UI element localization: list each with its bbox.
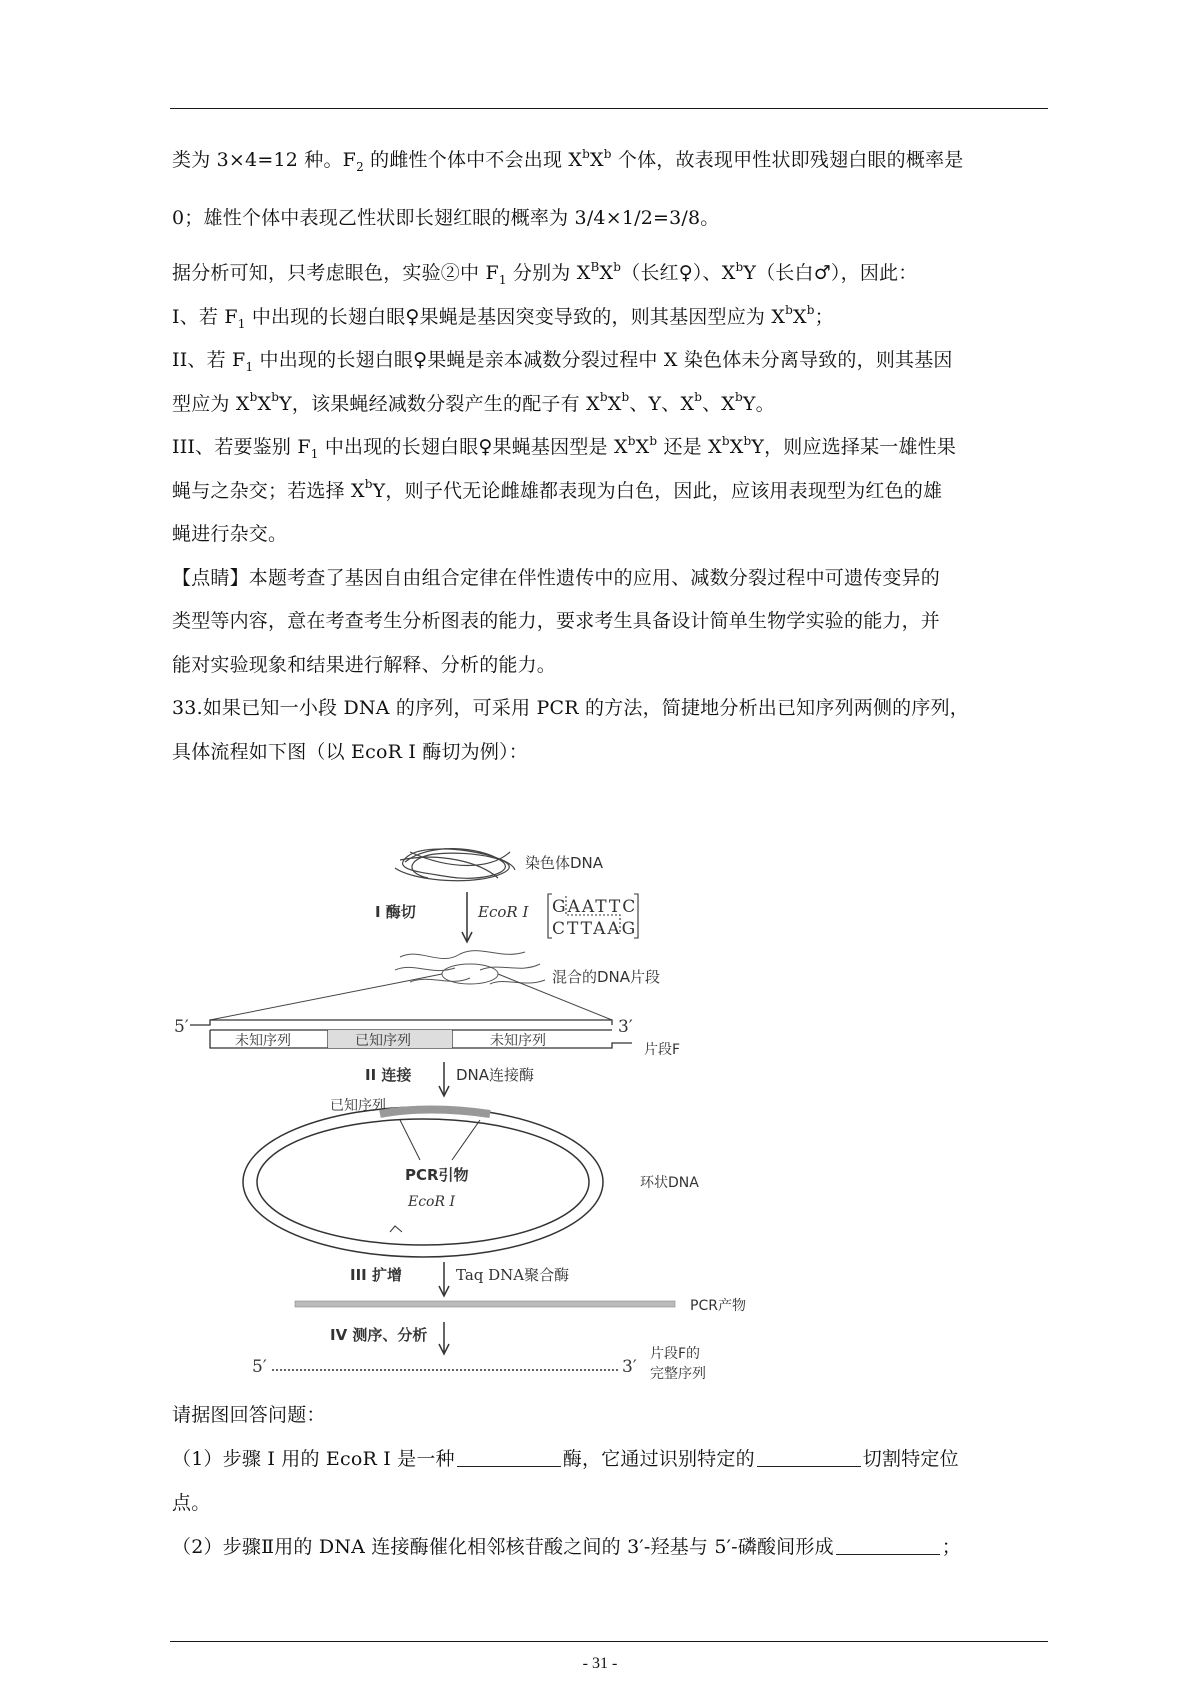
text-line-10: 【点睛】本题考查了基因自由组合定律在伴性遗传中的应用、减数分裂过程中可遗传变异的 (172, 566, 941, 589)
fragment-f-label: 片段F (644, 1042, 681, 1058)
unknown-seq-left: 未知序列 (235, 1033, 291, 1049)
pcr-product-bar (295, 1301, 675, 1307)
site-bottom-strand: CTTAAG (552, 919, 638, 939)
step3-label: III 扩增 (350, 1266, 402, 1284)
question-33-line-1: 33.如果已知一小段 DNA 的序列，可采用 PCR 的方法，简捷地分析出已知序列两侧的序列， (172, 697, 969, 719)
answer-blank-2[interactable] (757, 1448, 861, 1467)
final-label-line2: 完整序列 (650, 1366, 706, 1382)
text-line-7: III、若要鉴别 $F_1$ 中出现的长翅白眼♀果蝇基因型是 $X^bX^b$ 还是 $X^bX^bY$，则应选择某一雄性果 (172, 433, 957, 461)
step4-label: IV 测序、分析 (330, 1326, 428, 1344)
circular-dna-label: 环状DNA (640, 1175, 699, 1191)
mixed-fragments-label: 混合的DNA片段 (552, 968, 661, 986)
chromosome-dna-label: 染色体DNA (525, 854, 604, 872)
answer-blank-3[interactable] (836, 1536, 940, 1555)
text-line-3: 据分析可知，只考虑眼色，实验②中 $F_1$ 分别为 $X^BX^b$（长红♀）、$X^bY$（长白♂），因此： (172, 259, 918, 287)
footer-rule (170, 1641, 1048, 1642)
text-line-11: 类型等内容，意在考查考生分析图表的能力，要求考生具备设计简单生物学实验的能力，并 (172, 610, 941, 632)
final-three-prime: 3′ (622, 1357, 637, 1377)
expansion-line-left (210, 974, 442, 1020)
final-label-line1: 片段F的 (650, 1346, 701, 1362)
question-33-part-1-cont: 点。 (172, 1492, 211, 1514)
text-line-4: I、若 $F_1$ 中出现的长翅白眼♀果蝇是基因突变导致的，则其基因型应为 $X^bX^b$； (172, 303, 834, 331)
text-line-12: 能对实验现象和结果进行解释、分析的能力。 (172, 653, 557, 676)
pcr-primer-label: PCR引物 (405, 1166, 469, 1184)
primer-pointer-left (400, 1120, 420, 1160)
final-five-prime: 5′ (252, 1357, 267, 1377)
ligase-label: DNA连接酶 (456, 1066, 535, 1084)
chromosome-dna-tangle (395, 849, 515, 881)
answer-text-block-1 (172, 138, 1048, 183)
ecori-enzyme-label: EcoR I (478, 903, 529, 921)
text-line-6: 型应为 $X^bX^bY$，该果蝇经减数分裂产生的配子有 $X^bX^b$、Y、$X^b$、$X^bY$。 (172, 390, 775, 415)
text-line-2: 0；雄性个体中表现乙性状即长翅红眼的概率为 3/4×1/2=3/8。 (172, 207, 720, 229)
question-33-part-2: （2）步骤Ⅱ用的 DNA 连接酶催化相邻核苷酸之间的 3′-羟基与 5′-磷酸间形成 ； (172, 1536, 961, 1558)
circle-known-seq-label: 已知序列 (330, 1098, 386, 1114)
circle-known-seq-segment (380, 1110, 490, 1115)
taq-polymerase-label: Taq DNA聚合酶 (456, 1266, 570, 1284)
answer-blank-1[interactable] (457, 1448, 561, 1467)
fragment-three-prime: 3′ (618, 1017, 633, 1037)
header-rule (170, 108, 1048, 109)
fragment-five-prime: 5′ (174, 1017, 189, 1037)
step1-label: I 酶切 (375, 903, 416, 921)
text-line-1: 类为 3×4=12 种。$F_2$ 的雌性个体中不会出现 $X^bX^b$ 个体，故表现甲性状即残翅白眼的概率是 (172, 146, 964, 174)
pcr-flow-diagram (174, 842, 800, 1382)
text-line-9: 蝇进行杂交。 (172, 523, 288, 545)
text-line-5: II、若 $F_1$ 中出现的长翅白眼♀果蝇是亲本减数分裂过程中 X 染色体未分离导致的，则其基因 (172, 349, 953, 374)
answer-text-block-3 (172, 252, 1048, 774)
site-top-strand: GAATTC (552, 897, 638, 917)
primer-pointer-right (452, 1120, 480, 1160)
ecori-junction-mark (390, 1226, 402, 1232)
unknown-seq-right: 未知序列 (490, 1033, 546, 1049)
pcr-product-label: PCR产物 (690, 1298, 746, 1314)
answer-text-block-2 (172, 196, 1048, 241)
question-33-prompt-block (172, 1393, 1048, 1569)
text-line-8: 蝇与之杂交；若选择 $X^bY$，则子代无论雌雄都表现为白色，因此，应该用表现型为红色的雄 (172, 477, 943, 502)
known-seq-box: 已知序列 (355, 1033, 411, 1049)
step2-label: II 连接 (365, 1066, 412, 1084)
circle-ecori-label: EcoR I (408, 1194, 456, 1210)
question-33-part-1: （1）步骤 I 用的 EcoR I 是一种 酶，它通过识别特定的 切割特定位 (172, 1448, 959, 1470)
question-33-line-2: 具体流程如下图（以 EcoR I 酶切为例）： (172, 740, 528, 763)
question-prompt: 请据图回答问题： (172, 1404, 326, 1426)
page-number: - 31 - (582, 1655, 618, 1672)
